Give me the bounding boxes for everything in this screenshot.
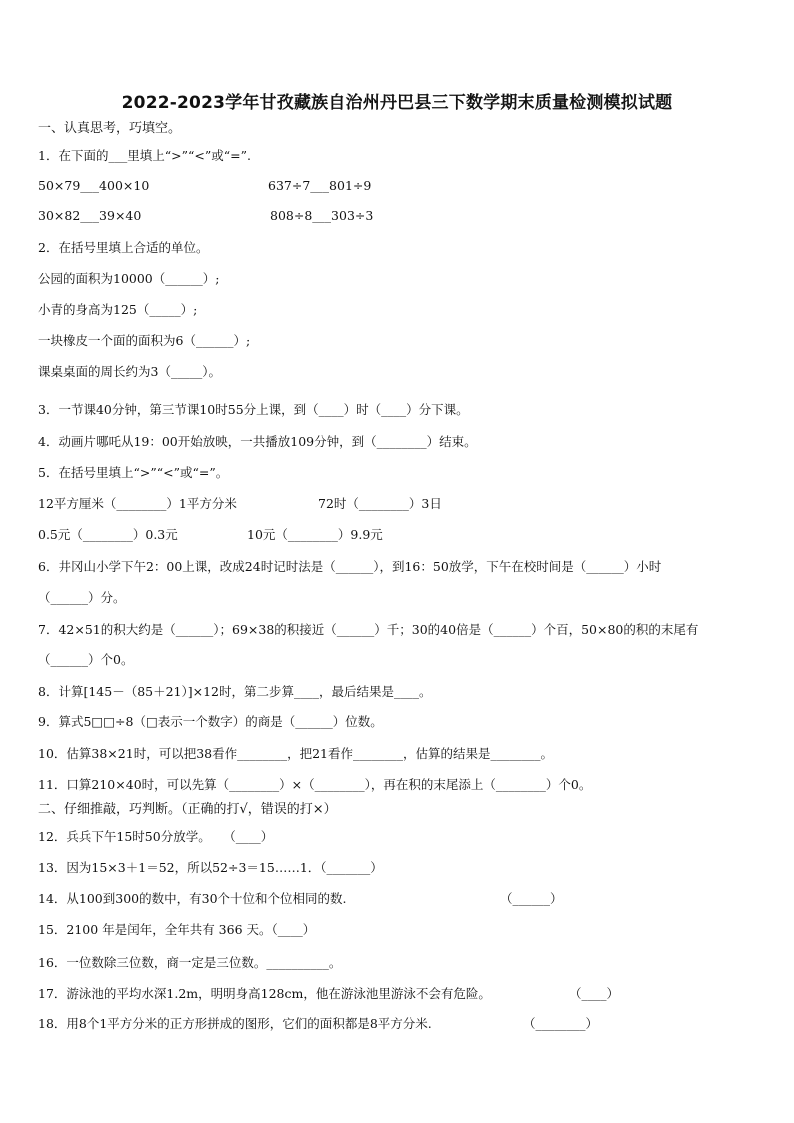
question-3: 3．一节课40分钟，第三节课10时55分上课，到（____）时（____）分下课。 bbox=[38, 402, 469, 417]
q5-item-b: 72时（________）3日 bbox=[318, 496, 442, 511]
q1-item-c: 30×82___39×40 bbox=[38, 208, 142, 223]
q5-item-d: 10元（________）9.9元 bbox=[247, 527, 383, 542]
question-16: 16．一位数除三位数，商一定是三位数。__________。 bbox=[38, 955, 342, 970]
q2-item-c: 一块橡皮一个面的面积为6（______）; bbox=[38, 333, 251, 348]
section-2-heading: 二、仔细推敲，巧判断。（正确的打√，错误的打×） bbox=[38, 802, 337, 817]
page-title: 2022-2023学年甘孜藏族自治州丹巴县三下数学期末质量检测模拟试题 bbox=[121, 93, 673, 113]
question-7-line-2: （______）个0。 bbox=[38, 652, 134, 667]
q1-item-a: 50×79___400×10 bbox=[38, 178, 150, 193]
question-7-line-1: 7．42×51的积大约是（______）；69×38的积接近（______）千；30的40倍是（______）个百，50×80的积的末尾有 bbox=[38, 622, 699, 637]
q5-item-a: 12平方厘米（________）1平方分米 bbox=[38, 496, 237, 511]
question-6-line-2: （______）分。 bbox=[38, 590, 126, 605]
q2-item-d: 课桌桌面的周长约为3（_____）。 bbox=[38, 364, 221, 379]
question-13: 13．因为15×3＋1＝52，所以52÷3＝15……1．（_______） bbox=[38, 860, 383, 875]
question-9: 9．算式5□□÷8（□表示一个数字）的商是（______）位数。 bbox=[38, 714, 383, 729]
q18-answer-blank: （________） bbox=[523, 1016, 599, 1031]
question-6-line-1: 6．井冈山小学下午2：00上课，改成24时记时法是（______），到16：50放学，下午在校时间是（______）小时 bbox=[38, 559, 662, 574]
question-10: 10．估算38×21时，可以把38看作________，把21看作________，估算的结果是________。 bbox=[38, 746, 554, 761]
question-1: 1．在下面的___里填上“>”“<”或“=”. bbox=[38, 148, 251, 163]
q2-item-b: 小青的身高为125（_____）; bbox=[38, 302, 198, 317]
section-1-heading: 一、认真思考，巧填空。 bbox=[38, 121, 182, 136]
question-5: 5．在括号里填上“>”“<”或“=”。 bbox=[38, 465, 229, 480]
q1-item-b: 637÷7___801÷9 bbox=[268, 178, 372, 193]
question-11: 11．口算210×40时，可以先算（________）×（________），再在积的末尾添上（________）个0。 bbox=[38, 777, 592, 792]
question-15: 15．2100 年是闰年，全年共有 366 天。（____） bbox=[38, 922, 316, 937]
question-4: 4．动画片哪吒从19：00开始放映，一共播放109分钟，到（________）结束。 bbox=[38, 434, 477, 449]
question-8: 8．计算[145－（85＋21）]×12时，第二步算____，最后结果是____。 bbox=[38, 684, 432, 699]
q1-item-d: 808÷8___303÷3 bbox=[270, 208, 374, 223]
q2-item-a: 公园的面积为10000（______）; bbox=[38, 271, 220, 286]
q14-answer-blank: （______） bbox=[500, 891, 563, 906]
question-18: 18．用8个1平方分米的正方形拼成的图形，它们的面积都是8平方分米. bbox=[38, 1016, 432, 1031]
question-2: 2．在括号里填上合适的单位。 bbox=[38, 240, 209, 255]
question-14: 14．从100到300的数中，有30个十位和个位相同的数. bbox=[38, 891, 347, 906]
question-12: 12．兵兵下午15时50分放学。 （____） bbox=[38, 829, 274, 844]
question-17: 17．游泳池的平均水深1.2m，明明身高128cm，他在游泳池里游泳不会有危险。 bbox=[38, 986, 491, 1001]
q17-answer-blank: （____） bbox=[569, 986, 620, 1001]
q5-item-c: 0.5元（________）0.3元 bbox=[38, 527, 178, 542]
